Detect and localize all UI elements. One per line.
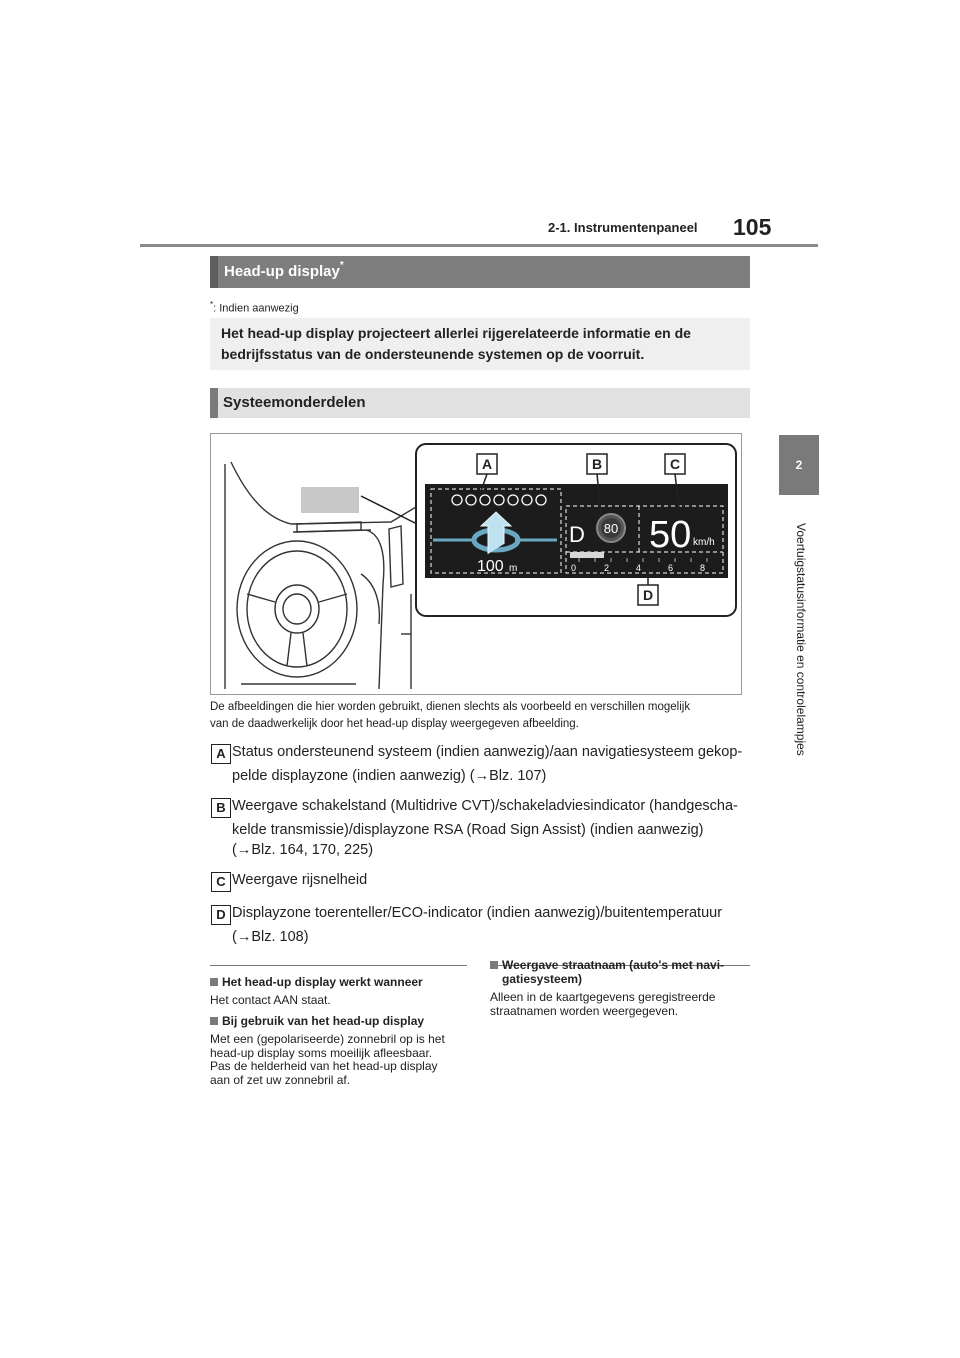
item-label-c: C xyxy=(211,872,231,892)
note-body-line: Met een (gepolariseerde) zonnebril op is het xyxy=(210,1032,445,1046)
item-d-line: (→Blz. 108) xyxy=(232,929,309,945)
speed-limit-value: 80 xyxy=(603,521,619,536)
intro-text xyxy=(221,323,743,365)
note-title xyxy=(210,975,472,989)
heading-marker: * xyxy=(339,260,344,271)
chapter-tab-number: 2 xyxy=(795,458,803,472)
note-body-line: straatnamen worden weergegeven. xyxy=(490,1003,679,1018)
heading-accent xyxy=(210,256,218,288)
section-title: 2-1. Instrumentenpaneel xyxy=(548,220,698,235)
intro-line: Het head-up display projecteert allerlei rijgerelateerde informatie en de xyxy=(221,325,691,341)
note-title-continued: gatiesysteem) xyxy=(502,972,583,986)
callout-c xyxy=(665,454,685,474)
figure-caption xyxy=(210,699,750,733)
tacho-bar-fill xyxy=(570,552,604,558)
callout-b xyxy=(587,454,607,474)
callout-c-label: C xyxy=(669,456,681,472)
footnote-text: : Indien aanwezig xyxy=(213,302,299,315)
item-label-d: D xyxy=(211,905,231,925)
note-title-text: Weergave straatnaam (auto's met navi- xyxy=(502,958,725,972)
callout-d xyxy=(638,585,658,605)
item-label-a: A xyxy=(211,744,231,764)
tacho-label: 0 xyxy=(571,563,577,573)
tacho-label: 8 xyxy=(700,563,706,573)
subheading-accent xyxy=(210,388,218,418)
heading-title: Head-up display xyxy=(224,263,340,280)
callout-a xyxy=(477,454,497,474)
square-bullet-icon xyxy=(210,978,218,986)
hud-figure xyxy=(210,433,742,695)
subheading-systeemonderdelen: Systeemonderdelen xyxy=(223,394,366,411)
note-body-line: Alleen in de kaartgegevens geregistreerde xyxy=(490,990,716,1004)
tacho-label: 6 xyxy=(668,563,674,573)
note-title-text: Het head-up display werkt wanneer xyxy=(222,975,423,989)
item-b-line: Weergave schakelstand (Multidrive CVT)/schakeladviesindicator (handgescha- xyxy=(232,798,738,814)
item-b-line: kelde transmissie)/displayzone RSA (Road Sign Assist) (indien aanwezig) xyxy=(232,822,704,838)
callout-a-label: A xyxy=(481,456,493,472)
note-left-2 xyxy=(210,1014,472,1087)
item-a-line: Status ondersteunend systeem (indien aanwezig)/aan navigatiesysteem gekop- xyxy=(232,744,743,760)
note-body: Het contact AAN staat. xyxy=(210,993,331,1007)
callout-b-label: B xyxy=(591,456,603,472)
note-right-1 xyxy=(490,958,752,1018)
caption-line: De afbeeldingen die hier worden gebruikt, dienen slechts als voorbeeld en verschillen mogelijk xyxy=(210,701,691,713)
note-body-line: head-up display soms moeilijk afleesbaar. xyxy=(210,1045,433,1060)
item-a-line: pelde displayzone (indien aanwezig) (→Blz. 107) xyxy=(232,768,547,784)
note-title xyxy=(490,958,752,972)
dashboard-drawing xyxy=(225,462,421,689)
intro-line: bedrijfsstatus van de ondersteunende systemen op de voorruit. xyxy=(221,346,645,362)
item-c-line: Weergave rijsnelheid xyxy=(232,872,368,888)
note-title xyxy=(210,1014,472,1028)
tacho-label: 4 xyxy=(636,563,642,573)
callout-d-label: D xyxy=(642,587,654,603)
square-bullet-icon xyxy=(490,961,498,969)
gear-position: D xyxy=(569,522,585,547)
hud-illustration xyxy=(211,434,741,694)
tacho-label: 2 xyxy=(604,563,610,573)
speed-unit: km/h xyxy=(693,537,715,548)
header-divider xyxy=(140,244,818,247)
item-b-line: (→Blz. 164, 170, 225) xyxy=(232,842,374,858)
distance-unit: m xyxy=(509,563,518,574)
speed-value: 50 xyxy=(649,514,692,556)
item-label-b: B xyxy=(211,798,231,818)
distance-value: 100 xyxy=(477,558,504,575)
square-bullet-icon xyxy=(210,1017,218,1025)
notes-divider-left xyxy=(210,965,467,966)
chapter-tab-title: Voertuigstatusinformatie en controlelampjes xyxy=(794,523,808,756)
item-d-line: Displayzone toerenteller/ECO-indicator (indien aanwezig)/buitentemperatuur xyxy=(232,905,723,921)
note-body-line: Pas de helderheid van het head-up display xyxy=(210,1059,438,1073)
page-number: 105 xyxy=(733,214,772,240)
projected-image xyxy=(301,487,359,513)
note-title-text: Bij gebruik van het head-up display xyxy=(222,1014,425,1028)
caption-line: van de daadwerkelijk door het head-up display weergegeven afbeelding. xyxy=(210,718,579,730)
footnote xyxy=(210,300,299,315)
note-body-line: aan of zet uw zonnebril af. xyxy=(210,1072,351,1087)
footnote-marker: * xyxy=(210,300,214,309)
note-left-1 xyxy=(210,975,472,1008)
heading-head-up-display xyxy=(224,262,344,280)
